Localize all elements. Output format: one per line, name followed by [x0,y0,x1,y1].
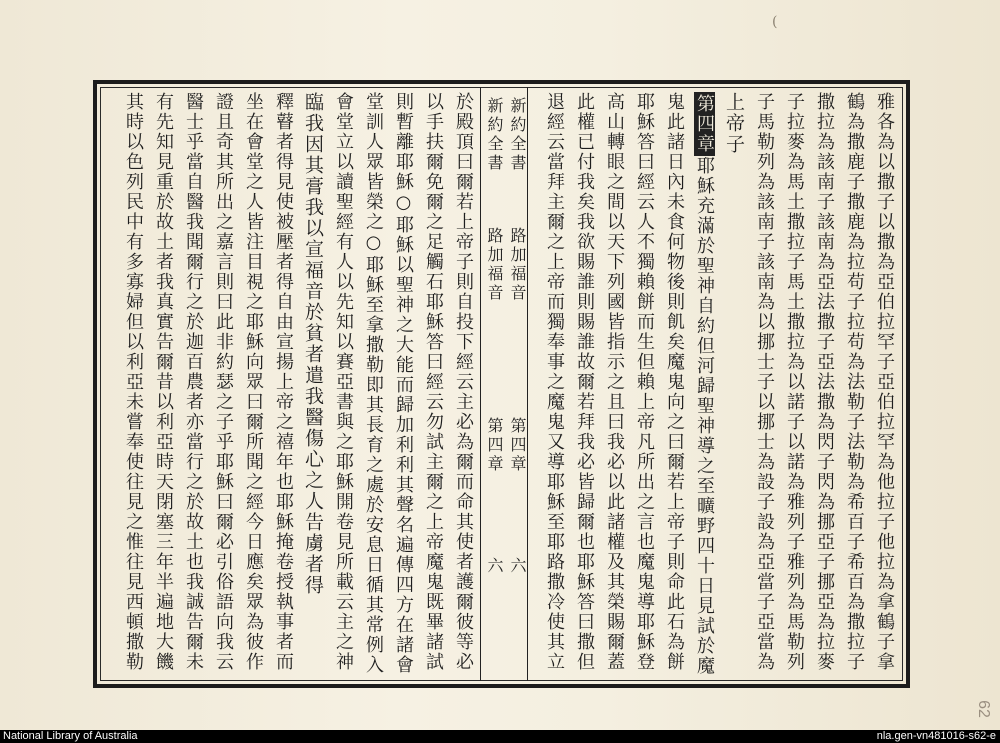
chapter-heading: 第四章 [694,94,715,154]
text-column: 其時以色列民中有多寡婦但以利亞未嘗奉使往見之惟往見西頓撒勒 [123,92,144,672]
footer-bar [0,730,1000,743]
center-gutter [480,87,528,681]
text-column: 鶴為撒鹿子撒鹿為拉苟子拉苟為法勒子法勒為希百子希百為撒拉子 [844,92,865,672]
page-number-left: 六 [485,557,504,576]
text-column: 有先知見重於故土者我真實告爾昔以利亞時天閉塞三年半遍地大饑 [153,92,174,672]
text-column: 堂訓人眾皆榮之○耶穌至拿撒勒即其長育之處於安息日循其常例入 [363,92,384,675]
text-column: 子馬勒列為該南子該南為以挪士子以挪士為設子設為亞當子亞當為 [754,92,775,672]
margin-mark: ( [772,14,778,30]
text-column: 上帝子 [723,92,745,155]
page-number-right: 六 [508,557,527,576]
text-column: 子拉麥為馬土撒拉子馬土撒拉為以諾子以諾為雅列子雅列為馬勒列 [784,92,805,672]
text-column: 耶穌答曰經云人不獨賴餅而生但賴上帝凡所出之言也魔鬼導耶穌登 [634,92,655,672]
text-column: 會堂立以讀聖經有人以先知以賽亞書與之耶穌開卷見所載云主之神 [333,92,354,672]
text-column: 臨我因其膏我以宣福音於貧者遣我醫傷心之人告虜者得 [302,92,324,596]
text-column: 雅各為以撒子以撒為亞伯拉罕子亞伯拉罕為他拉子他拉為拿鶴子拿 [874,92,895,672]
text-column: 於殿頂曰爾若上帝子則自投下經云主必為爾而命其使者護爾彼等必 [453,92,474,672]
text-column: 高山轉眼之間以天下列國皆指示之且曰我必以此諸權及其榮賜爾蓋 [604,92,625,672]
book-title-right: 新約全書 [508,97,527,173]
chapter-right: 第四章 [508,417,527,474]
text-column: 坐在會堂之人皆注目視之耶穌向眾曰爾所聞之經今日應矣眾為彼作 [243,92,264,672]
text-column: 證且奇其所出之嘉言則曰此非約瑟之子乎耶穌曰爾必引俗語向我云 [213,92,234,672]
gospel-title-right: 路加福音 [508,227,527,303]
text-column: 則暫離耶穌○耶穌以聖神之大能而歸加利利其聲名遍傳四方在諸會 [393,92,414,675]
text-column: 鬼此諸日內未食何物後則飢矣魔鬼向之曰爾若上帝子則命此石為餅 [664,92,685,672]
text-column-body: 耶穌充滿於聖神自約但河歸聖神導之至曠野四十日見試於魔 [694,156,715,676]
text-column: 以手扶爾免爾之足觸石耶穌答曰經云勿試主爾之上帝魔鬼既畢諸試 [423,92,444,672]
text-column: 退經云當拜主爾之上帝而獨奉事之魔鬼又導耶穌至耶路撒冷使其立 [544,92,565,672]
text-column: 此權已付我矣我欲賜誰則賜誰故爾若拜我必皆歸爾也耶穌答曰撒但 [574,92,595,672]
chapter-left: 第四章 [485,417,504,474]
text-column: 撒拉為該南子該南為亞法撒子亞法撒為閃子閃為挪亞子挪亞為拉麥 [814,92,835,672]
text-column: 醫士乎當自醫我聞爾行之於迦百農者亦當行之於故土也我誠告爾未 [183,92,204,672]
gospel-title-left: 路加福音 [485,227,504,303]
pencil-page-number: 62 [975,700,993,718]
footer-identifier: nla.gen-vn481016-s62-e [876,730,996,742]
book-title-left: 新約全書 [485,97,504,173]
footer-source: National Library of Australia [3,730,138,742]
text-column [689,92,719,676]
text-column: 釋瞽者得見使被壓者得自由宣揚上帝之禧年也耶穌掩卷授執事者而 [273,92,294,672]
